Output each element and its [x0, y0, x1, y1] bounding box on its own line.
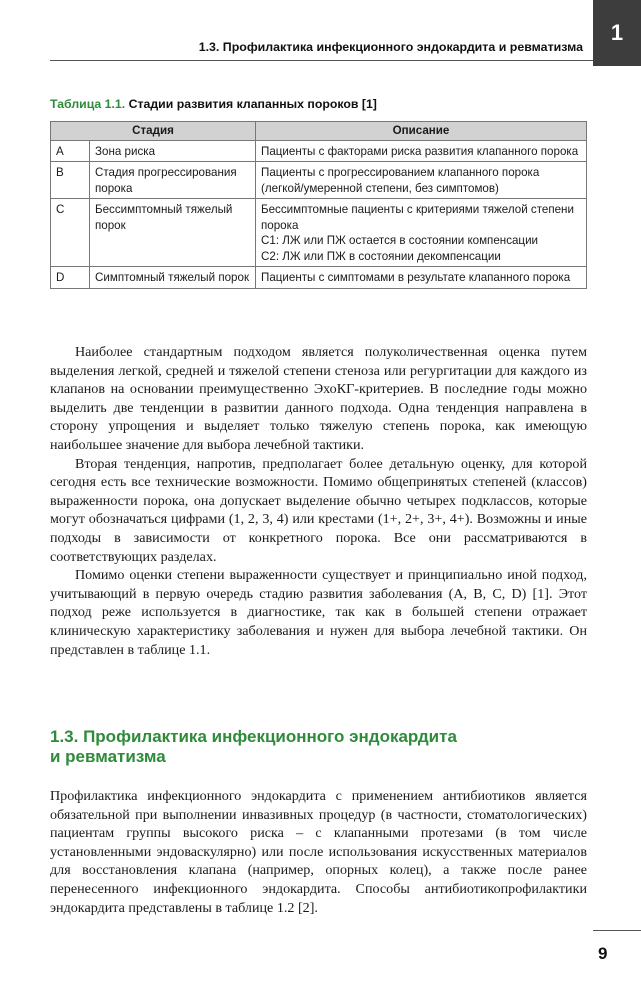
stage-name: Стадия прогрессирования порока [90, 162, 256, 199]
body-paragraph: Наиболее стандартным подходом является полуколичественная оценка путем выделения легкой, средней и тяжелой степени стеноза или регургитации для каждого из клапанов на основании преимущественно ЭхоКГ-критериев. В последние годы можно выделить две тенденции в развитии данного подхода. Одна тенденция направлена в сторону упрощения и выделяет только тяжелую степень порока, как имеющую наибольшее значение для выбора лечебной тактики. [50, 344, 587, 453]
header-rule [50, 60, 593, 61]
description-line: C1: ЛЖ или ПЖ остается в состоянии компенсации [261, 234, 539, 247]
stage-name: Бессимптомный тяжелый порок [90, 199, 256, 267]
table-caption [50, 97, 590, 111]
table-header-row [51, 122, 587, 141]
stage-letter: A [51, 140, 90, 162]
table-caption-label: Таблица 1.1. [50, 97, 126, 111]
running-header-title: 1.3. Профилактика инфекционного эндокардита и ревматизма [198, 40, 583, 54]
running-header [0, 40, 593, 54]
stage-letter: B [51, 162, 90, 199]
section-heading-line: и ревматизма [50, 747, 166, 766]
chapter-number: 1 [610, 20, 624, 45]
body-text [50, 343, 587, 659]
stage-letter: C [51, 199, 90, 267]
footer-rule [593, 930, 641, 931]
stage-name: Симптомный тяжелый порок [90, 267, 256, 289]
table-header-stage: Стадия [51, 122, 256, 141]
table-row [51, 199, 587, 267]
stages-table [50, 121, 587, 289]
stage-description [256, 140, 587, 162]
section-heading [50, 727, 570, 767]
description-line: Бессимптомные пациенты с критериями тяжелой степени порока [261, 203, 574, 232]
section-paragraph: Профилактика инфекционного эндокардита с применением антибиотиков является обязательной при выполнении инвазивных процедур (в частности, стоматологических) пациентам группы высокого риска – с клапанными протезами (в том числе установленными эндоваскулярно) или после использования искусственных материалов для восстановления клапана (например, опорных колец), а также после ранее перенесенного инфекционного эндокардита. Способы антибиотикопрофилактики эндокардита представлены в таблице 1.2 [2]. [50, 788, 587, 916]
description-line: Пациенты с факторами риска развития клапанного порока [261, 144, 579, 158]
table-row [51, 162, 587, 199]
stage-description [256, 162, 587, 199]
stage-description [256, 267, 587, 289]
chapter-tab [593, 0, 641, 66]
table-header-description: Описание [256, 122, 587, 141]
table-row [51, 267, 587, 289]
page-number: 9 [598, 944, 608, 963]
description-line: Пациенты с прогрессированием клапанного порока (легкой/умеренной степени, без симптомов) [261, 166, 540, 195]
table-caption-text: Стадии развития клапанных пороков [1] [128, 97, 377, 111]
table-row [51, 140, 587, 162]
stage-letter: D [51, 267, 90, 289]
stage-description [256, 199, 587, 267]
description-line: C2: ЛЖ или ПЖ в состоянии декомпенсации [261, 249, 501, 263]
body-paragraph: Помимо оценки степени выраженности существует и принципиально иной подход, учитывающий в первую очередь стадию развития заболевания (A, B, C, D) [1]. Этот подход реже используется в диагностике, так как в большей степени отражает клиническую характеристику заболевания и нужен для выбора лечебной тактики. Он представлен в таблице 1.1. [50, 567, 587, 658]
stage-name: Зона риска [90, 140, 256, 162]
section-heading-line: 1.3. Профилактика инфекционного эндокардита [50, 727, 457, 746]
section-text [50, 787, 587, 917]
body-paragraph: Вторая тенденция, напротив, предполагает более детальную оценку, для которой сегодня есть все технические возможности. Помимо общепринятых степеней (классов) выраженности порока, она допускает выделение обычно четырех подклассов, которые могут обозначаться цифрами (1, 2, 3, 4) или крестами (1+, 2+, 3+, 4+). Возможны и иные подходы в зависимости от конкретного порока. Все они рассматриваются в соответствующих разделах. [50, 455, 587, 565]
description-line: Пациенты с симптомами в результате клапанного порока [261, 271, 571, 284]
